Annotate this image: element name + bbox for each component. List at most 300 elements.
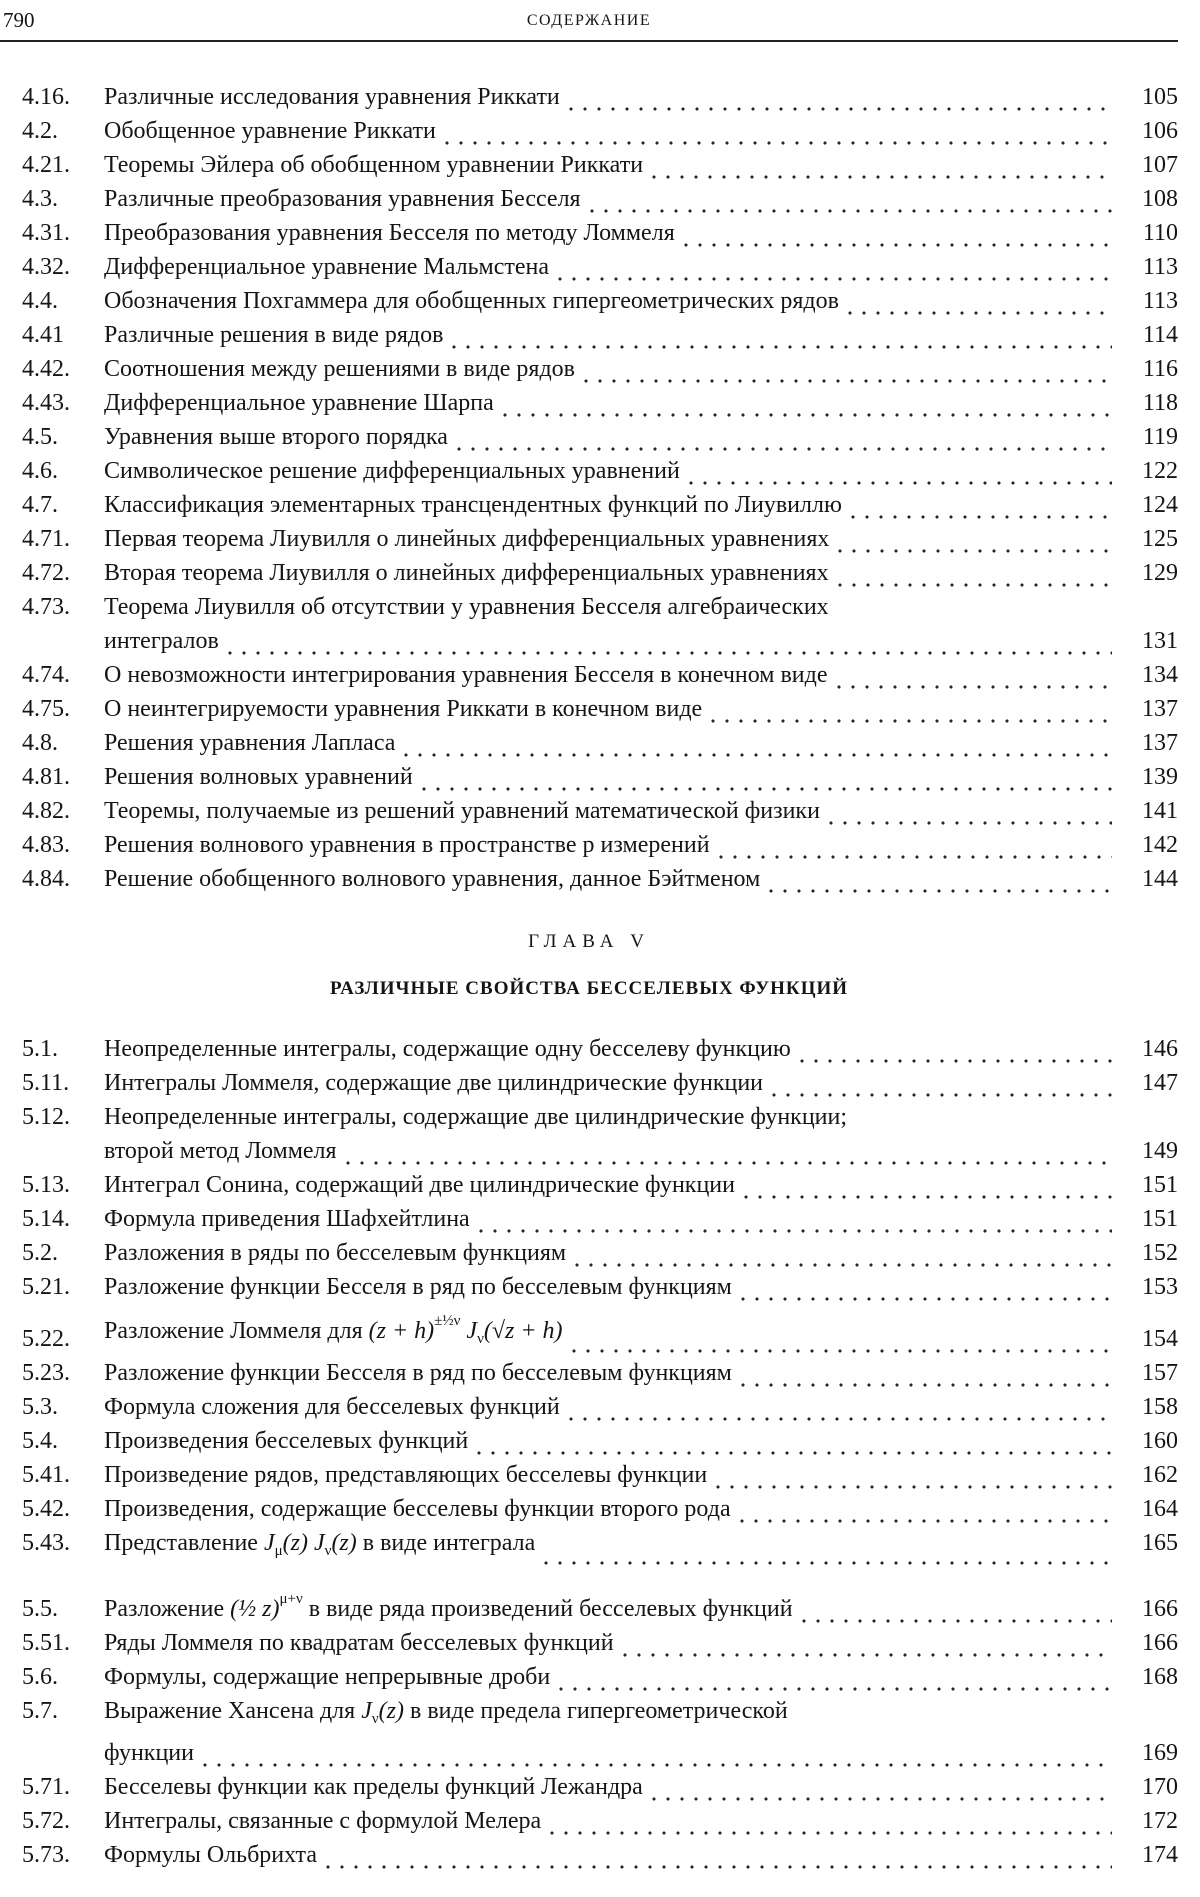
page-number: 790 — [3, 8, 35, 32]
entry-page: 142 — [1142, 832, 1178, 858]
entry-title: Символическое решение дифференциальных уравнений — [104, 458, 680, 484]
toc-entry — [0, 1032, 1178, 1066]
entry-title: Решения волнового уравнения в пространстве p измерений — [104, 832, 710, 858]
entry-page: 153 — [1142, 1274, 1178, 1300]
entry-page: 122 — [1142, 458, 1178, 484]
entry-title: Произведения, содержащие бесселевы функции второго рода — [104, 1496, 731, 1522]
toc-entry — [0, 828, 1178, 862]
dot-leader — [585, 182, 1112, 216]
dot-leader — [539, 1534, 1112, 1568]
entry-title — [104, 1304, 563, 1356]
entry-body — [104, 1066, 1116, 1100]
entry-number: 5.71. — [22, 1774, 70, 1800]
dot-leader — [223, 624, 1112, 658]
entry-number: 4.3. — [22, 186, 58, 212]
formula-subscript: μ — [274, 1543, 283, 1559]
entry-title-continuation — [104, 1736, 1116, 1770]
entry-body — [104, 1390, 1116, 1424]
entry-body — [104, 590, 1116, 658]
toc-entry — [0, 692, 1178, 726]
entry-title: Формула приведения Шафхейтлина — [104, 1206, 470, 1232]
title-text: в виде предела гипергеометрической — [409, 1698, 788, 1724]
entry-number: 5.22. — [22, 1326, 70, 1352]
entry-page: 158 — [1142, 1394, 1178, 1420]
dot-leader — [447, 318, 1112, 352]
toc-entry — [0, 1526, 1178, 1568]
entry-page: 144 — [1142, 866, 1178, 892]
dot-leader — [679, 216, 1112, 250]
entry-page: 106 — [1142, 118, 1178, 144]
entry-page: 137 — [1142, 696, 1178, 722]
toc-entry — [0, 488, 1178, 522]
entry-number: 5.51. — [22, 1630, 70, 1656]
entry-number: 5.7. — [22, 1698, 58, 1724]
toc-entry — [0, 1236, 1178, 1270]
entry-number: 4.5. — [22, 424, 58, 450]
dot-leader — [706, 692, 1112, 726]
entry-title: Решения уравнения Лапласа — [104, 730, 396, 756]
entry-title: Формула сложения для бесселевых функций — [104, 1394, 560, 1420]
formula-function: J — [313, 1530, 325, 1556]
dot-leader — [498, 386, 1112, 420]
toc-entry — [0, 1304, 1178, 1356]
running-title: СОДЕРЖАНИЕ — [526, 12, 652, 29]
dot-leader — [824, 794, 1112, 828]
entry-number: 4.75. — [22, 696, 70, 722]
entry-body — [104, 1526, 1116, 1568]
entry-body — [104, 386, 1116, 420]
dot-leader — [474, 1202, 1112, 1236]
toc-entry — [0, 1168, 1178, 1202]
entry-number: 4.21. — [22, 152, 70, 178]
entry-body — [104, 522, 1116, 556]
entry-page: 119 — [1142, 424, 1178, 450]
entry-page: 154 — [1142, 1326, 1178, 1352]
entry-number: 4.81. — [22, 764, 70, 790]
formula-subscript: ν — [324, 1543, 332, 1559]
toc-entry — [0, 1838, 1178, 1872]
entry-number: 5.72. — [22, 1808, 70, 1834]
entry-title: Неопределенные интегралы, содержащие две цилиндрические функции; — [104, 1104, 848, 1130]
entry-number: 4.31. — [22, 220, 70, 246]
entry-title: Решение обобщенного волнового уравнения, данное Бэйтменом — [104, 866, 761, 892]
entry-body — [104, 1660, 1116, 1694]
entry-body — [104, 114, 1116, 148]
toc-entry — [0, 1568, 1178, 1626]
entry-title: Разложение функции Бесселя в ряд по бесселевым функциям — [104, 1274, 732, 1300]
toc-entry — [0, 522, 1178, 556]
toc-entry — [0, 1804, 1178, 1838]
entry-number: 4.2. — [22, 118, 58, 144]
toc-entry — [0, 1492, 1178, 1526]
entry-title: Дифференциальное уравнение Шарпа — [104, 390, 494, 416]
entry-title: Разложение функции Бесселя в ряд по бесселевым функциям — [104, 1360, 732, 1386]
entry-body — [104, 1304, 1116, 1356]
entry-body — [104, 556, 1116, 590]
title-text: Разложение — [104, 1596, 225, 1622]
dot-leader — [832, 658, 1112, 692]
toc-chapter-4 — [0, 80, 1178, 896]
formula-subscript: ν — [371, 1711, 379, 1724]
entry-page: 151 — [1142, 1172, 1178, 1198]
entry-body — [104, 1458, 1116, 1492]
dot-leader — [711, 1458, 1112, 1492]
entry-body — [104, 1168, 1116, 1202]
entry-page: 108 — [1142, 186, 1178, 212]
entry-body — [104, 1582, 1116, 1626]
entry-page: 151 — [1142, 1206, 1178, 1232]
toc-entry — [0, 590, 1178, 658]
toc-entry — [0, 182, 1178, 216]
dot-leader — [833, 556, 1112, 590]
entry-number: 4.32. — [22, 254, 70, 280]
entry-page: 141 — [1142, 798, 1178, 824]
dot-leader — [472, 1424, 1112, 1458]
entry-number: 5.5. — [22, 1596, 58, 1622]
title-text: Выражение Хансена для — [104, 1698, 356, 1724]
entry-body — [104, 726, 1116, 760]
toc-entry — [0, 1066, 1178, 1100]
dot-leader — [736, 1356, 1112, 1390]
toc-entry — [0, 148, 1178, 182]
entry-page: 157 — [1142, 1360, 1178, 1386]
entry-title: Произведение рядов, представляющих бесселевы функции — [104, 1462, 708, 1488]
chapter-label: ГЛАВА V — [528, 931, 650, 952]
entry-page: 116 — [1142, 356, 1178, 382]
entry-body — [104, 284, 1116, 318]
dot-leader — [846, 488, 1112, 522]
entry-title: Разложения в ряды по бесселевым функциям — [104, 1240, 567, 1266]
entry-title: Интегралы Ломмеля, содержащие две цилиндрические функции — [104, 1070, 764, 1096]
entry-title: Решения волновых уравнений — [104, 764, 413, 790]
entry-page: 172 — [1142, 1808, 1178, 1834]
entry-title: Обозначения Похгаммера для обобщенных гипергеометрических рядов — [104, 288, 839, 314]
entry-page: 169 — [1142, 1740, 1178, 1766]
entry-body — [104, 182, 1116, 216]
entry-title — [104, 1582, 793, 1626]
entry-page: 170 — [1142, 1774, 1178, 1800]
entry-number: 5.13. — [22, 1172, 70, 1198]
entry-number: 4.6. — [22, 458, 58, 484]
dot-leader — [440, 114, 1112, 148]
entry-number: 5.1. — [22, 1036, 58, 1062]
entry-number: 5.12. — [22, 1104, 70, 1130]
toc-entry — [0, 726, 1178, 760]
entry-page: 134 — [1142, 662, 1178, 688]
entry-title: Преобразования уравнения Бесселя по методу Ломмеля — [104, 220, 675, 246]
entry-body — [104, 80, 1116, 114]
toc-entry — [0, 760, 1178, 794]
page-header — [0, 4, 1178, 38]
toc-entry — [0, 1202, 1178, 1236]
entry-number: 5.42. — [22, 1496, 70, 1522]
entry-title: Бесселевы функции как пределы функций Лежандра — [104, 1774, 643, 1800]
entry-body — [104, 1424, 1116, 1458]
entry-body — [104, 1236, 1116, 1270]
entry-title-cont: интегралов — [104, 628, 219, 654]
entry-body — [104, 352, 1116, 386]
dot-leader — [714, 828, 1112, 862]
entry-body — [104, 488, 1116, 522]
entry-page: 166 — [1142, 1596, 1178, 1622]
formula-exponent: ±½ν — [434, 1313, 461, 1329]
dot-leader — [545, 1804, 1112, 1838]
entry-title-continuation — [104, 1134, 1116, 1168]
entry-number: 4.16. — [22, 84, 70, 110]
title-text: Представление — [104, 1530, 258, 1556]
entry-page: 165 — [1142, 1530, 1178, 1556]
dot-leader — [341, 1134, 1112, 1168]
dot-leader — [735, 1492, 1112, 1526]
toc-entry — [0, 1694, 1178, 1770]
entry-page: 160 — [1142, 1428, 1178, 1454]
formula-function: J — [466, 1318, 478, 1344]
toc-entry — [0, 794, 1178, 828]
entry-title: Теоремы, получаемые из решений уравнений математической физики — [104, 798, 820, 824]
dot-leader — [554, 1660, 1112, 1694]
toc-entry — [0, 1458, 1178, 1492]
formula-exponent: μ+ν — [279, 1591, 303, 1607]
entry-body — [104, 1694, 1116, 1770]
entry-body — [104, 454, 1116, 488]
entry-page: 174 — [1142, 1842, 1178, 1868]
toc-entry — [0, 1660, 1178, 1694]
entry-title: Интегралы, связанные с формулой Мелера — [104, 1808, 542, 1834]
entry-number: 5.4. — [22, 1428, 58, 1454]
entry-title — [104, 1526, 535, 1568]
entry-page: 129 — [1142, 560, 1178, 586]
entry-body — [104, 1356, 1116, 1390]
entry-body — [104, 1270, 1116, 1304]
toc-entry — [0, 420, 1178, 454]
dot-leader — [764, 862, 1112, 896]
entry-number: 4.83. — [22, 832, 70, 858]
entry-page: 113 — [1142, 254, 1178, 280]
entry-title-line — [104, 590, 1116, 624]
entry-page: 118 — [1142, 390, 1178, 416]
entry-body — [104, 828, 1116, 862]
dot-leader — [797, 1592, 1112, 1626]
entry-number: 5.6. — [22, 1664, 58, 1690]
toc-entry — [0, 1356, 1178, 1390]
toc-entry — [0, 556, 1178, 590]
entry-number: 5.2. — [22, 1240, 58, 1266]
dot-leader — [564, 80, 1112, 114]
entry-title: Уравнения выше второго порядка — [104, 424, 448, 450]
entry-number: 5.3. — [22, 1394, 58, 1420]
entry-page: 166 — [1142, 1630, 1178, 1656]
entry-number: 4.42. — [22, 356, 70, 382]
entry-page: 114 — [1142, 322, 1178, 348]
entry-title: О неинтегрируемости уравнения Риккати в конечном виде — [104, 696, 703, 722]
entry-page: 139 — [1142, 764, 1178, 790]
toc-entry — [0, 1626, 1178, 1660]
toc-entry — [0, 862, 1178, 896]
formula-function: J — [263, 1530, 275, 1556]
entry-title: Различные решения в виде рядов — [104, 322, 444, 348]
entry-title: Различные преобразования уравнения Бесселя — [104, 186, 581, 212]
entry-number: 4.41 — [22, 322, 64, 348]
entry-number: 4.8. — [22, 730, 58, 756]
toc-entry — [0, 284, 1178, 318]
dot-leader — [553, 250, 1112, 284]
formula-argument: (z) — [331, 1530, 357, 1556]
entry-body — [104, 1770, 1116, 1804]
entry-title: Теорема Лиувилля об отсутствии у уравнения Бесселя алгебраических — [104, 594, 829, 620]
entry-page: 113 — [1142, 288, 1178, 314]
title-text: в виде интеграла — [362, 1530, 536, 1556]
formula-argument: (z) — [282, 1530, 308, 1556]
dot-leader — [567, 1322, 1112, 1356]
dot-leader — [736, 1270, 1112, 1304]
entry-title: Формулы Ольбрихта — [104, 1842, 317, 1868]
entry-title: Интеграл Сонина, содержащий две цилиндрические функции — [104, 1172, 735, 1198]
toc-entry — [0, 658, 1178, 692]
dot-leader — [417, 760, 1112, 794]
header-rule — [0, 40, 1178, 42]
dot-leader — [452, 420, 1112, 454]
entry-page: 137 — [1142, 730, 1178, 756]
formula-argument: (√z + h) — [483, 1318, 563, 1344]
title-text: в виде ряда произведений бесселевых функций — [308, 1596, 793, 1622]
entry-body — [104, 1626, 1116, 1660]
toc-entry — [0, 386, 1178, 420]
dot-leader — [647, 1770, 1112, 1804]
entry-body — [104, 1032, 1116, 1066]
formula-function: J — [361, 1698, 372, 1724]
entry-page: 131 — [1142, 628, 1178, 654]
entry-body — [104, 318, 1116, 352]
entry-title: Неопределенные интегралы, содержащие одну бесселеву функцию — [104, 1036, 791, 1062]
entry-body — [104, 1804, 1116, 1838]
entry-title-line — [104, 1694, 1116, 1736]
formula-subscript: ν — [477, 1331, 484, 1347]
toc-entry — [0, 352, 1178, 386]
dot-leader — [570, 1236, 1112, 1270]
entry-page: 125 — [1142, 526, 1178, 552]
entry-title — [104, 1698, 788, 1724]
entry-number: 5.14. — [22, 1206, 70, 1232]
dot-leader — [833, 522, 1112, 556]
entry-body — [104, 658, 1116, 692]
entry-body — [104, 1202, 1116, 1236]
formula-argument: (z) — [378, 1698, 404, 1724]
entry-number: 5.73. — [22, 1842, 70, 1868]
dot-leader — [618, 1626, 1112, 1660]
dot-leader — [684, 454, 1112, 488]
toc-entry — [0, 1100, 1178, 1168]
entry-title: Классификация элементарных трансцендентных функций по Лиувиллю — [104, 492, 842, 518]
toc-entry — [0, 216, 1178, 250]
entry-title: Различные исследования уравнения Риккати — [104, 84, 560, 110]
entry-body — [104, 216, 1116, 250]
entry-page: 149 — [1142, 1138, 1178, 1164]
entry-title: Формулы, содержащие непрерывные дроби — [104, 1664, 551, 1690]
entry-page: 164 — [1142, 1496, 1178, 1522]
entry-title: Теоремы Эйлера об обобщенном уравнении Риккати — [104, 152, 644, 178]
dot-leader — [647, 148, 1112, 182]
entry-page: 168 — [1142, 1664, 1178, 1690]
dot-leader — [399, 726, 1112, 760]
entry-page: 124 — [1142, 492, 1178, 518]
entry-body — [104, 692, 1116, 726]
toc-entry — [0, 1390, 1178, 1424]
entry-title-cont: второй метод Ломмеля — [104, 1138, 337, 1164]
entry-number: 4.72. — [22, 560, 70, 586]
entry-body — [104, 148, 1116, 182]
dot-leader — [795, 1032, 1112, 1066]
toc-entry — [0, 1424, 1178, 1458]
entry-body — [104, 250, 1116, 284]
toc-chapter-5 — [0, 1032, 1178, 1872]
entry-number: 4.82. — [22, 798, 70, 824]
formula-base: (z + h) — [368, 1318, 435, 1344]
entry-number: 5.41. — [22, 1462, 70, 1488]
entry-page: 152 — [1142, 1240, 1178, 1266]
toc-entry — [0, 318, 1178, 352]
entry-number: 5.23. — [22, 1360, 70, 1386]
entry-title-continuation — [104, 624, 1116, 658]
entry-title: Ряды Ломмеля по квадратам бесселевых функций — [104, 1630, 614, 1656]
entry-number: 4.71. — [22, 526, 70, 552]
entry-number: 4.43. — [22, 390, 70, 416]
formula-base: (½ z) — [230, 1596, 280, 1622]
dot-leader — [843, 284, 1112, 318]
toc-entry — [0, 250, 1178, 284]
entry-number: 4.74. — [22, 662, 70, 688]
entry-title-cont: функции — [104, 1740, 194, 1766]
entry-page: 107 — [1142, 152, 1178, 178]
entry-page: 146 — [1142, 1036, 1178, 1062]
entry-page: 110 — [1142, 220, 1178, 246]
title-text: Разложение Ломмеля для — [104, 1318, 363, 1344]
toc-entry — [0, 114, 1178, 148]
dot-leader — [579, 352, 1112, 386]
toc-entry — [0, 1270, 1178, 1304]
entry-number: 5.43. — [22, 1530, 70, 1556]
entry-title: Обобщенное уравнение Риккати — [104, 118, 436, 144]
entry-title: Соотношения между решениями в виде рядов — [104, 356, 576, 382]
entry-title: О невозможности интегрирования уравнения Бесселя в конечном виде — [104, 662, 828, 688]
dot-leader — [739, 1168, 1112, 1202]
dot-leader — [198, 1736, 1112, 1770]
dot-leader — [564, 1390, 1112, 1424]
entry-number: 4.4. — [22, 288, 58, 314]
toc-entry — [0, 80, 1178, 114]
entry-title: Первая теорема Лиувилля о линейных дифференциальных уравнениях — [104, 526, 830, 552]
entry-body — [104, 862, 1116, 896]
entry-page: 147 — [1142, 1070, 1178, 1096]
toc-entry — [0, 454, 1178, 488]
entry-body — [104, 1492, 1116, 1526]
entry-number: 4.7. — [22, 492, 58, 518]
entry-page: 105 — [1142, 84, 1178, 110]
entry-title: Дифференциальное уравнение Мальмстена — [104, 254, 550, 280]
entry-body — [104, 420, 1116, 454]
dot-leader — [767, 1066, 1112, 1100]
entry-number: 4.84. — [22, 866, 70, 892]
entry-page: 162 — [1142, 1462, 1178, 1488]
entry-title-line — [104, 1100, 1116, 1134]
toc-entry — [0, 1770, 1178, 1804]
entry-body — [104, 1100, 1116, 1168]
chapter-title: РАЗЛИЧНЫЕ СВОЙСТВА БЕССЕЛЕВЫХ ФУНКЦИЙ — [329, 978, 849, 999]
entry-body — [104, 760, 1116, 794]
entry-body — [104, 794, 1116, 828]
entry-title: Вторая теорема Лиувилля о линейных дифференциальных уравнениях — [104, 560, 829, 586]
entry-title: Произведения бесселевых функций — [104, 1428, 469, 1454]
entry-body — [104, 1838, 1116, 1872]
